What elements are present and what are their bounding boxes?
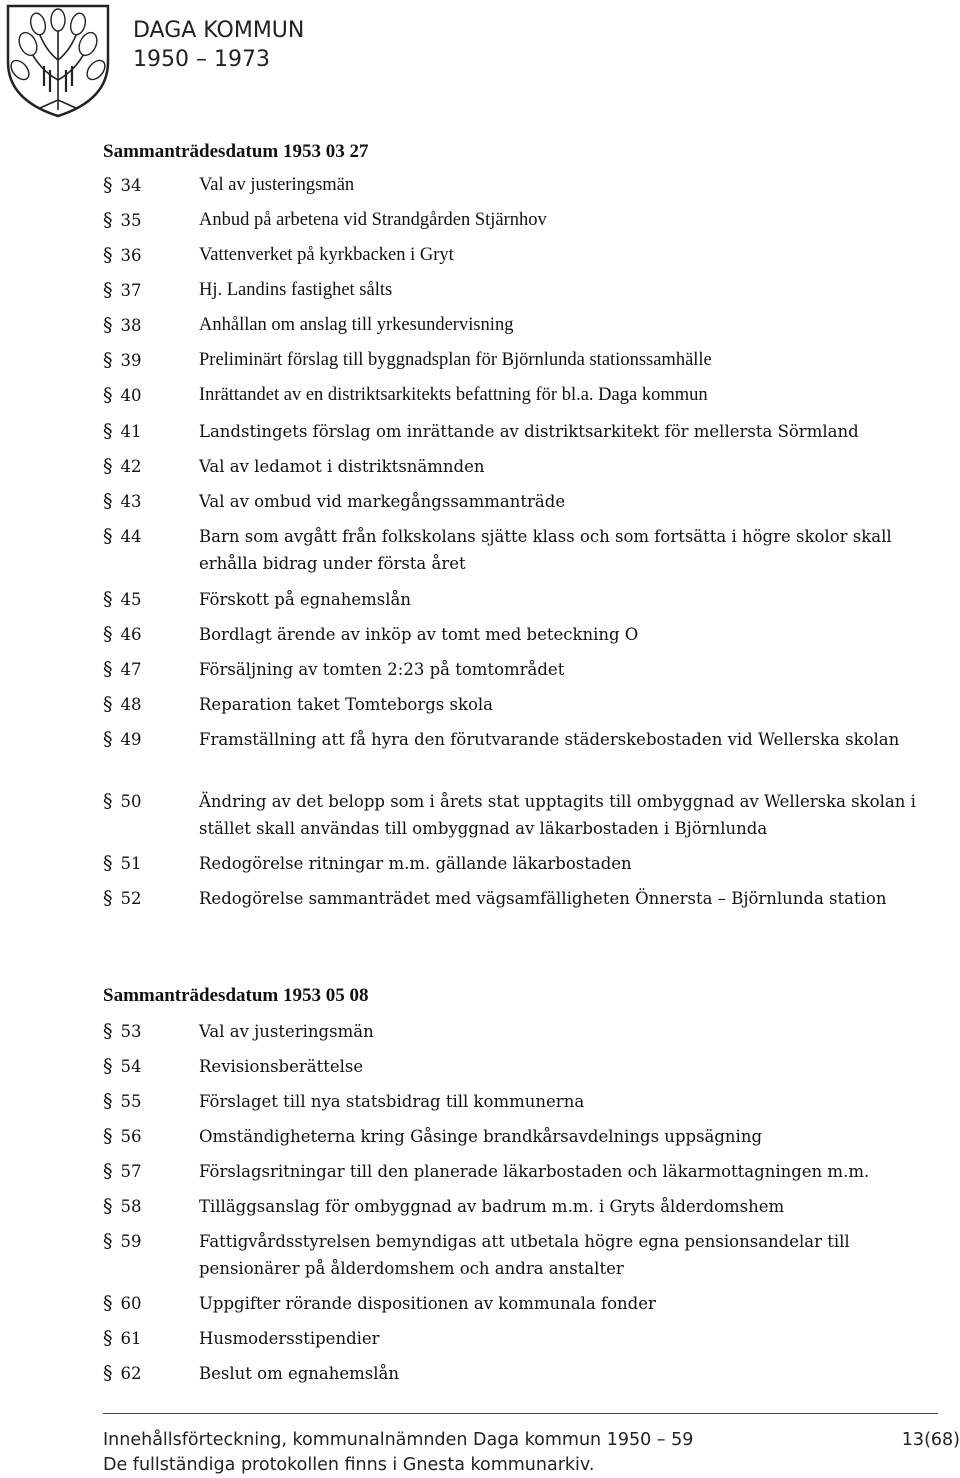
agenda-item-text: Hj. Landins fastighet sålts xyxy=(199,280,393,300)
paragraph-number-value: 49 xyxy=(120,730,142,749)
agenda-item-text: Uppgifter rörande dispositionen av kommunala fonder xyxy=(199,1294,656,1313)
paragraph-number xyxy=(103,1158,195,1185)
section-title: Sammanträdesdatum 1953 05 08 xyxy=(103,985,369,1006)
agenda-item-text: Ändring av det belopp som i årets stat upptagits till ombyggnad av Wellerska skolan i stället skall användas till ombyggnad av läkarbostaden i Björnlunda xyxy=(199,792,916,838)
agenda-item-text: Anhållan om anslag till yrkesundervisning xyxy=(199,315,514,335)
paragraph-number-value: 45 xyxy=(120,590,142,609)
agenda-item-text: Framställning att få hyra den förutvarande städerskebostaden vid Wellerska skolan xyxy=(199,730,900,749)
agenda-item-text: Fattigvårdsstyrelsen bemyndigas att utbetala högre egna pensionsandelar till pensionärer på ålderdomshem och andra anstalter xyxy=(199,1232,850,1278)
agenda-item-text: Val av justeringsmän xyxy=(199,1022,374,1041)
paragraph-number-value: 53 xyxy=(120,1022,142,1041)
agenda-item-text: Val av ledamot i distriktsnämnden xyxy=(199,457,485,476)
paragraph-number xyxy=(103,347,195,374)
paragraph-number xyxy=(103,523,195,550)
paragraph-number xyxy=(103,691,195,718)
section-sign: § xyxy=(103,490,113,512)
paragraph-number-value: 36 xyxy=(120,246,142,265)
paragraph-number xyxy=(103,172,195,199)
paragraph-number-value: 50 xyxy=(120,792,142,811)
agenda-item-text: Val av ombud vid markegångssammanträde xyxy=(199,492,566,511)
section-sign: § xyxy=(103,525,113,547)
section-sign: § xyxy=(103,420,113,442)
paragraph-number xyxy=(103,1193,195,1220)
agenda-item-text: Husmodersstipendier xyxy=(199,1329,380,1348)
agenda-item-text: Bordlagt ärende av inköp av tomt med beteckning O xyxy=(199,625,639,644)
agenda-item-text: Preliminärt förslag till byggnadsplan för Björnlunda stationssamhälle xyxy=(199,350,712,370)
paragraph-number-value: 61 xyxy=(120,1329,142,1348)
agenda-item-text: Reparation taket Tomteborgs skola xyxy=(199,695,494,714)
paragraph-number xyxy=(103,586,195,613)
paragraph-number-value: 55 xyxy=(120,1092,142,1111)
section-sign: § xyxy=(103,1020,113,1042)
paragraph-number-value: 52 xyxy=(120,889,142,908)
paragraph-number-value: 34 xyxy=(120,176,142,195)
section-sign: § xyxy=(103,174,113,196)
paragraph-number xyxy=(103,382,195,409)
agenda-item-text: Val av justeringsmän xyxy=(199,175,355,195)
paragraph-number xyxy=(103,1088,195,1115)
agenda-item-text: Försäljning av tomten 2:23 på tomtområdet xyxy=(199,660,565,679)
agenda-item-text: Vattenverket på kyrkbacken i Gryt xyxy=(199,245,454,265)
paragraph-number xyxy=(103,277,195,304)
agenda-item-text: Landstingets förslag om inrättande av distriktsarkitekt för mellersta Sörmland xyxy=(199,422,859,441)
paragraph-number xyxy=(103,788,195,815)
section-sign: § xyxy=(103,1125,113,1147)
header-years: 1950 – 1973 xyxy=(133,47,270,72)
paragraph-number-value: 38 xyxy=(120,316,142,335)
paragraph-number-value: 42 xyxy=(120,457,142,476)
paragraph-number-value: 39 xyxy=(120,351,142,370)
paragraph-number-value: 56 xyxy=(120,1127,142,1146)
section-sign: § xyxy=(103,1292,113,1314)
header-title: DAGA KOMMUN xyxy=(133,18,305,43)
paragraph-number xyxy=(103,1360,195,1387)
paragraph-number-value: 46 xyxy=(120,625,142,644)
section-sign: § xyxy=(103,1230,113,1252)
paragraph-number xyxy=(103,656,195,683)
paragraph-number-value: 58 xyxy=(120,1197,142,1216)
paragraph-number xyxy=(103,621,195,648)
agenda-item-text: Barn som avgått från folkskolans sjätte klass och som fortsätta i högre skolor skall erhålla bidrag under första året xyxy=(199,527,892,573)
paragraph-number xyxy=(103,453,195,480)
section-sign: § xyxy=(103,279,113,301)
section-sign: § xyxy=(103,209,113,231)
section-sign: § xyxy=(103,790,113,812)
paragraph-number xyxy=(103,207,195,234)
agenda-item-text: Inrättandet av en distriktsarkitekts befattning för bl.a. Daga kommun xyxy=(199,385,708,405)
paragraph-number-value: 59 xyxy=(120,1232,142,1251)
paragraph-number-value: 48 xyxy=(120,695,142,714)
paragraph-number-value: 37 xyxy=(120,281,142,300)
section-sign: § xyxy=(103,1327,113,1349)
coat-of-arms-logo xyxy=(0,0,122,120)
section-sign: § xyxy=(103,314,113,336)
section-sign: § xyxy=(103,588,113,610)
paragraph-number xyxy=(103,418,195,445)
section-sign: § xyxy=(103,1362,113,1384)
section-sign: § xyxy=(103,349,113,371)
page-number: 13(68) xyxy=(901,1430,960,1450)
footer-title: Innehållsförteckning, kommunalnämnden Daga kommun 1950 – 59 xyxy=(103,1430,694,1450)
section-sign: § xyxy=(103,658,113,680)
agenda-item-text: Förskott på egnahemslån xyxy=(199,590,411,609)
agenda-item-text: Förslagsritningar till den planerade läkarbostaden och läkarmottagningen m.m. xyxy=(199,1162,870,1181)
paragraph-number xyxy=(103,1228,195,1255)
section-sign: § xyxy=(103,728,113,750)
section-sign: § xyxy=(103,887,113,909)
section-title: Sammanträdesdatum 1953 03 27 xyxy=(103,141,369,162)
section-sign: § xyxy=(103,1090,113,1112)
page-header xyxy=(133,16,304,74)
paragraph-number-value: 54 xyxy=(120,1057,142,1076)
footer-note: De fullständiga protokollen finns i Gnesta kommunarkiv. xyxy=(103,1455,595,1475)
paragraph-number-value: 41 xyxy=(120,422,142,441)
agenda-item-text: Omständigheterna kring Gåsinge brandkårsavdelnings uppsägning xyxy=(199,1127,763,1146)
agenda-item-text: Tilläggsanslag för ombyggnad av badrum m.m. i Gryts ålderdomshem xyxy=(199,1197,785,1216)
paragraph-number xyxy=(103,850,195,877)
section-sign: § xyxy=(103,693,113,715)
agenda-item-text: Beslut om egnahemslån xyxy=(199,1364,399,1383)
paragraph-number xyxy=(103,242,195,269)
paragraph-number-value: 60 xyxy=(120,1294,142,1313)
agenda-item-text: Redogörelse sammanträdet med vägsamfälligheten Önnersta – Björnlunda station xyxy=(199,889,887,908)
paragraph-number-value: 43 xyxy=(120,492,142,511)
section-sign: § xyxy=(103,244,113,266)
section-sign: § xyxy=(103,455,113,477)
section-sign: § xyxy=(103,384,113,406)
paragraph-number xyxy=(103,1123,195,1150)
section-sign: § xyxy=(103,1195,113,1217)
paragraph-number xyxy=(103,1018,195,1045)
paragraph-number xyxy=(103,488,195,515)
paragraph-number-value: 35 xyxy=(120,211,142,230)
section-sign: § xyxy=(103,852,113,874)
section-sign: § xyxy=(103,1055,113,1077)
agenda-item-text: Redogörelse ritningar m.m. gällande läkarbostaden xyxy=(199,854,632,873)
footer-divider xyxy=(103,1413,938,1414)
paragraph-number-value: 44 xyxy=(120,527,142,546)
paragraph-number xyxy=(103,312,195,339)
paragraph-number xyxy=(103,885,195,912)
paragraph-number-value: 51 xyxy=(120,854,142,873)
agenda-item-text: Revisionsberättelse xyxy=(199,1057,364,1076)
agenda-item-text: Anbud på arbetena vid Strandgården Stjärnhov xyxy=(199,210,547,230)
section-sign: § xyxy=(103,623,113,645)
agenda-item-text: Förslaget till nya statsbidrag till kommunerna xyxy=(199,1092,585,1111)
section-sign: § xyxy=(103,1160,113,1182)
paragraph-number xyxy=(103,1053,195,1080)
paragraph-number-value: 40 xyxy=(120,386,142,405)
paragraph-number-value: 62 xyxy=(120,1364,142,1383)
paragraph-number xyxy=(103,1290,195,1317)
paragraph-number xyxy=(103,1325,195,1352)
paragraph-number xyxy=(103,726,195,753)
paragraph-number-value: 57 xyxy=(120,1162,142,1181)
paragraph-number-value: 47 xyxy=(120,660,142,679)
